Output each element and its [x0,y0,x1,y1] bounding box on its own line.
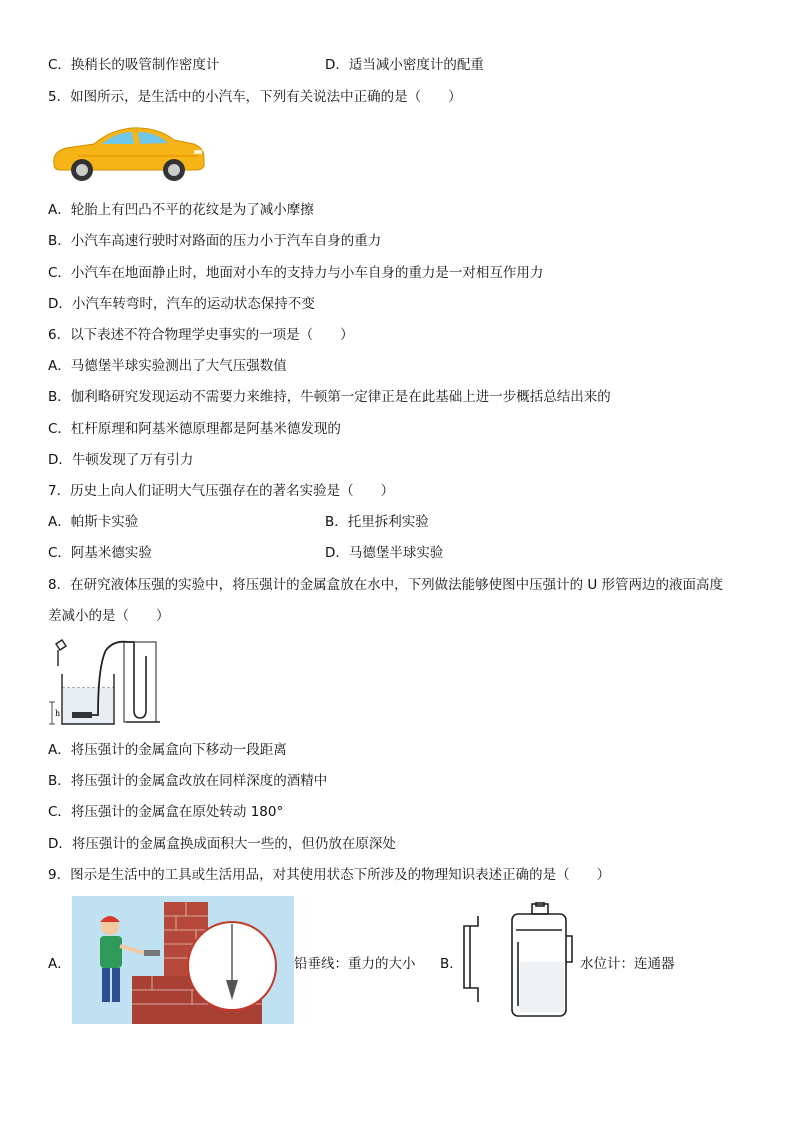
q8-option-a: A．将压强计的金属盒向下移动一段距离 [48,742,287,758]
pressure-gauge-diagram [48,636,168,728]
q7-stem: 7．历史上向人们证明大气压强存在的著名实验是（ ） [48,483,395,499]
q9-option-b-label: B． [440,956,463,972]
q5-option-c: C．小汽车在地面静止时，地面对小车的支持力与小车自身的重力是一对相互作用力 [48,265,544,281]
q8-option-b: B．将压强计的金属盒改放在同样深度的酒精中 [48,773,328,789]
q6-option-b: B．伽利略研究发现运动不需要力来维持，牛顿第一定律正是在此基础上进一步概括总结出来的 [48,389,611,405]
h-label: h [55,709,61,718]
q5-option-b: B．小汽车高速行驶时对路面的压力小于汽车自身的重力 [48,233,382,249]
q9-option-b-text: 水位计：连通器 [580,956,675,972]
q7-option-a: A．帕斯卡实验 [48,514,139,530]
q7-option-b: B．托里拆利实验 [325,514,429,530]
q6-option-c: C．杠杆原理和阿基米德原理都是阿基米德发现的 [48,421,341,437]
q8-stem-line1: 8．在研究液体压强的实验中，将压强计的金属盒放在水中，下列做法能够使图中压强计的 U 形管两边的液面高度 [48,577,724,593]
q8-option-d: D．将压强计的金属盒换成面积大一些的，但仍放在原深处 [48,836,396,852]
q6-option-a: A．马德堡半球实验测出了大气压强数值 [48,358,287,374]
q8-option-c: C．将压强计的金属盒在原处转动 180° [48,804,284,820]
q9-option-a-text: 铅垂线：重力的大小 [294,956,416,972]
q5-stem: 5．如图所示，是生活中的小汽车，下列有关说法中正确的是（ ） [48,89,462,105]
water-level-gauge-illustration [460,902,578,1022]
q6-stem: 6．以下表述不符合物理学史事实的一项是（ ） [48,327,354,343]
q7-option-c: C．阿基米德实验 [48,545,152,561]
q9-stem: 9．图示是生活中的工具或生活用品，对其使用状态下所涉及的物理知识表述正确的是（ ） [48,867,611,883]
q6-option-d: D．牛顿发现了万有引力 [48,452,194,468]
q8-stem-line2: 差减小的是（ ） [48,608,170,624]
car-illustration [48,120,208,184]
q5-option-d: D．小汽车转弯时，汽车的运动状态保持不变 [48,296,315,312]
q4-option-d: D．适当减小密度计的配重 [325,57,484,73]
q5-option-a: A．轮胎上有凹凸不平的花纹是为了减小摩擦 [48,202,314,218]
q7-option-d: D．马德堡半球实验 [325,545,444,561]
q4-option-c: C．换稍长的吸管制作密度计 [48,57,220,73]
q9-option-a-label: A． [48,956,71,972]
plumb-line-illustration [72,896,294,1024]
